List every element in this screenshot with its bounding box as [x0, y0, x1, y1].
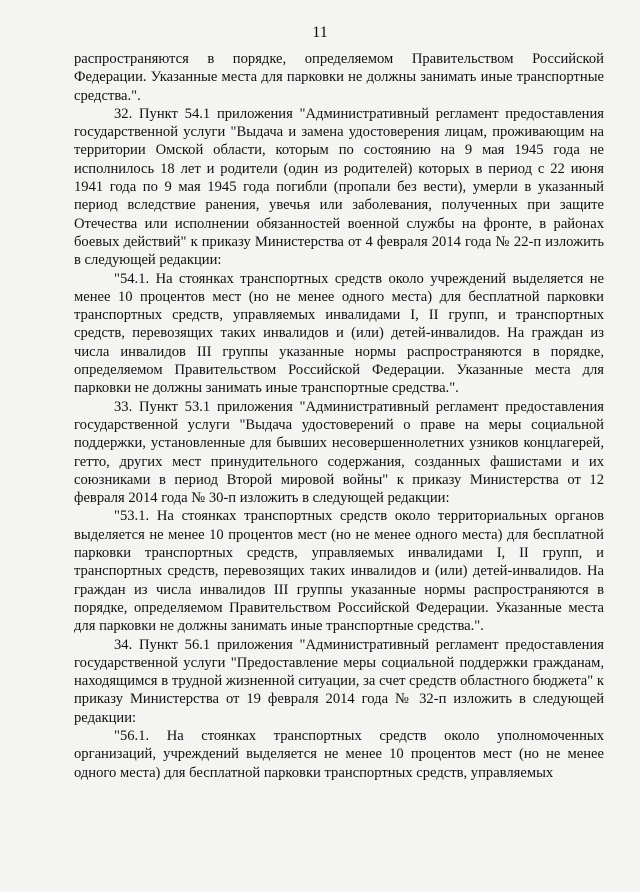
paragraph-quote-54-1: "54.1. На стоянках транспортных средств около учреждений выделяется не менее 10 процентов мест (но не менее одного места) для бесплатной парковки транспортных средств, управляемых инвалидами I, II групп, и транспортных средств, перевозящих таких инвалидов и (или) детей-инвалидов. На граждан из числа инвалидов III группы указанные нормы распространяются в порядке, определяемом Правительством Российской Федерации. Указанные места для парковки не должны занимать иные транспортные средства.". [74, 270, 604, 397]
paragraph-quote-53-1: "53.1. На стоянках транспортных средств около территориальных органов выделяется не менее 10 процентов мест (но не менее одного места) для бесплатной парковки транспортных средств, управляемых инвалидами I, II групп, и транспортных средств, перевозящих таких инвалидов и (или) детей-инвалидов. На граждан из числа инвалидов III группы указанные нормы распространяются в порядке, определяемом Правительством Российской Федерации. Указанные места для парковки не должны занимать иные транспортные средства.". [74, 508, 604, 635]
paragraph-item-32: 32. Пункт 54.1 приложения "Административный регламент предоставления государственной услуги "Выдача и замена удостоверения лицам, проживающим на территории Омской области, которым по состоянию на 9 мая 1945 года не исполнилось 18 лет и родители (один из родителей) которых в период с 22 июня 1941 года по 9 мая 1945 года погибли (пропали без вести), умерли в указанный период вследствие ранения, увечья или заболевания, полученных при защите Отечества или исполнении обязанностей военной службы на фронте, в районах боевых действий" к приказу Министерства от 4 февраля 2014 года № 22-п изложить в следующей редакции: [74, 105, 604, 269]
page-number: 11 [312, 24, 328, 41]
paragraph-item-33: 33. Пункт 53.1 приложения "Административный регламент предоставления государственной услуги "Выдача удостоверений о праве на меры социальной поддержки, установленные для бывших несовершеннолетних узников концлагерей, гетто, других мест принудительного содержания, созданных фашистами и их союзниками в период Второй мировой войны" к приказу Министерства от 12 февраля 2014 года № 30-п изложить в следующей редакции: [74, 398, 604, 507]
paragraph-continuation: распространяются в порядке, определяемом Правительством Российской Федерации. Указанные места для парковки не должны занимать иные транспортные средства.". [74, 51, 604, 104]
paragraph-item-34: 34. Пункт 56.1 приложения "Административный регламент предоставления государственной услуги "Предоставление меры социальной поддержки гражданам, находящимся в трудной жизненной ситуации, за счет средств областного бюджета" к приказу Министерства от 19 февраля 2014 года № 32-п изложить в следующей редакции: [74, 636, 604, 726]
paragraph-quote-56-1: "56.1. На стоянках транспортных средств около уполномоченных организаций, учреждений выделяется не менее 10 процентов мест (но не менее одного места) для бесплатной парковки транспортных средств, управляемых [74, 727, 604, 781]
document-body [74, 50, 604, 782]
